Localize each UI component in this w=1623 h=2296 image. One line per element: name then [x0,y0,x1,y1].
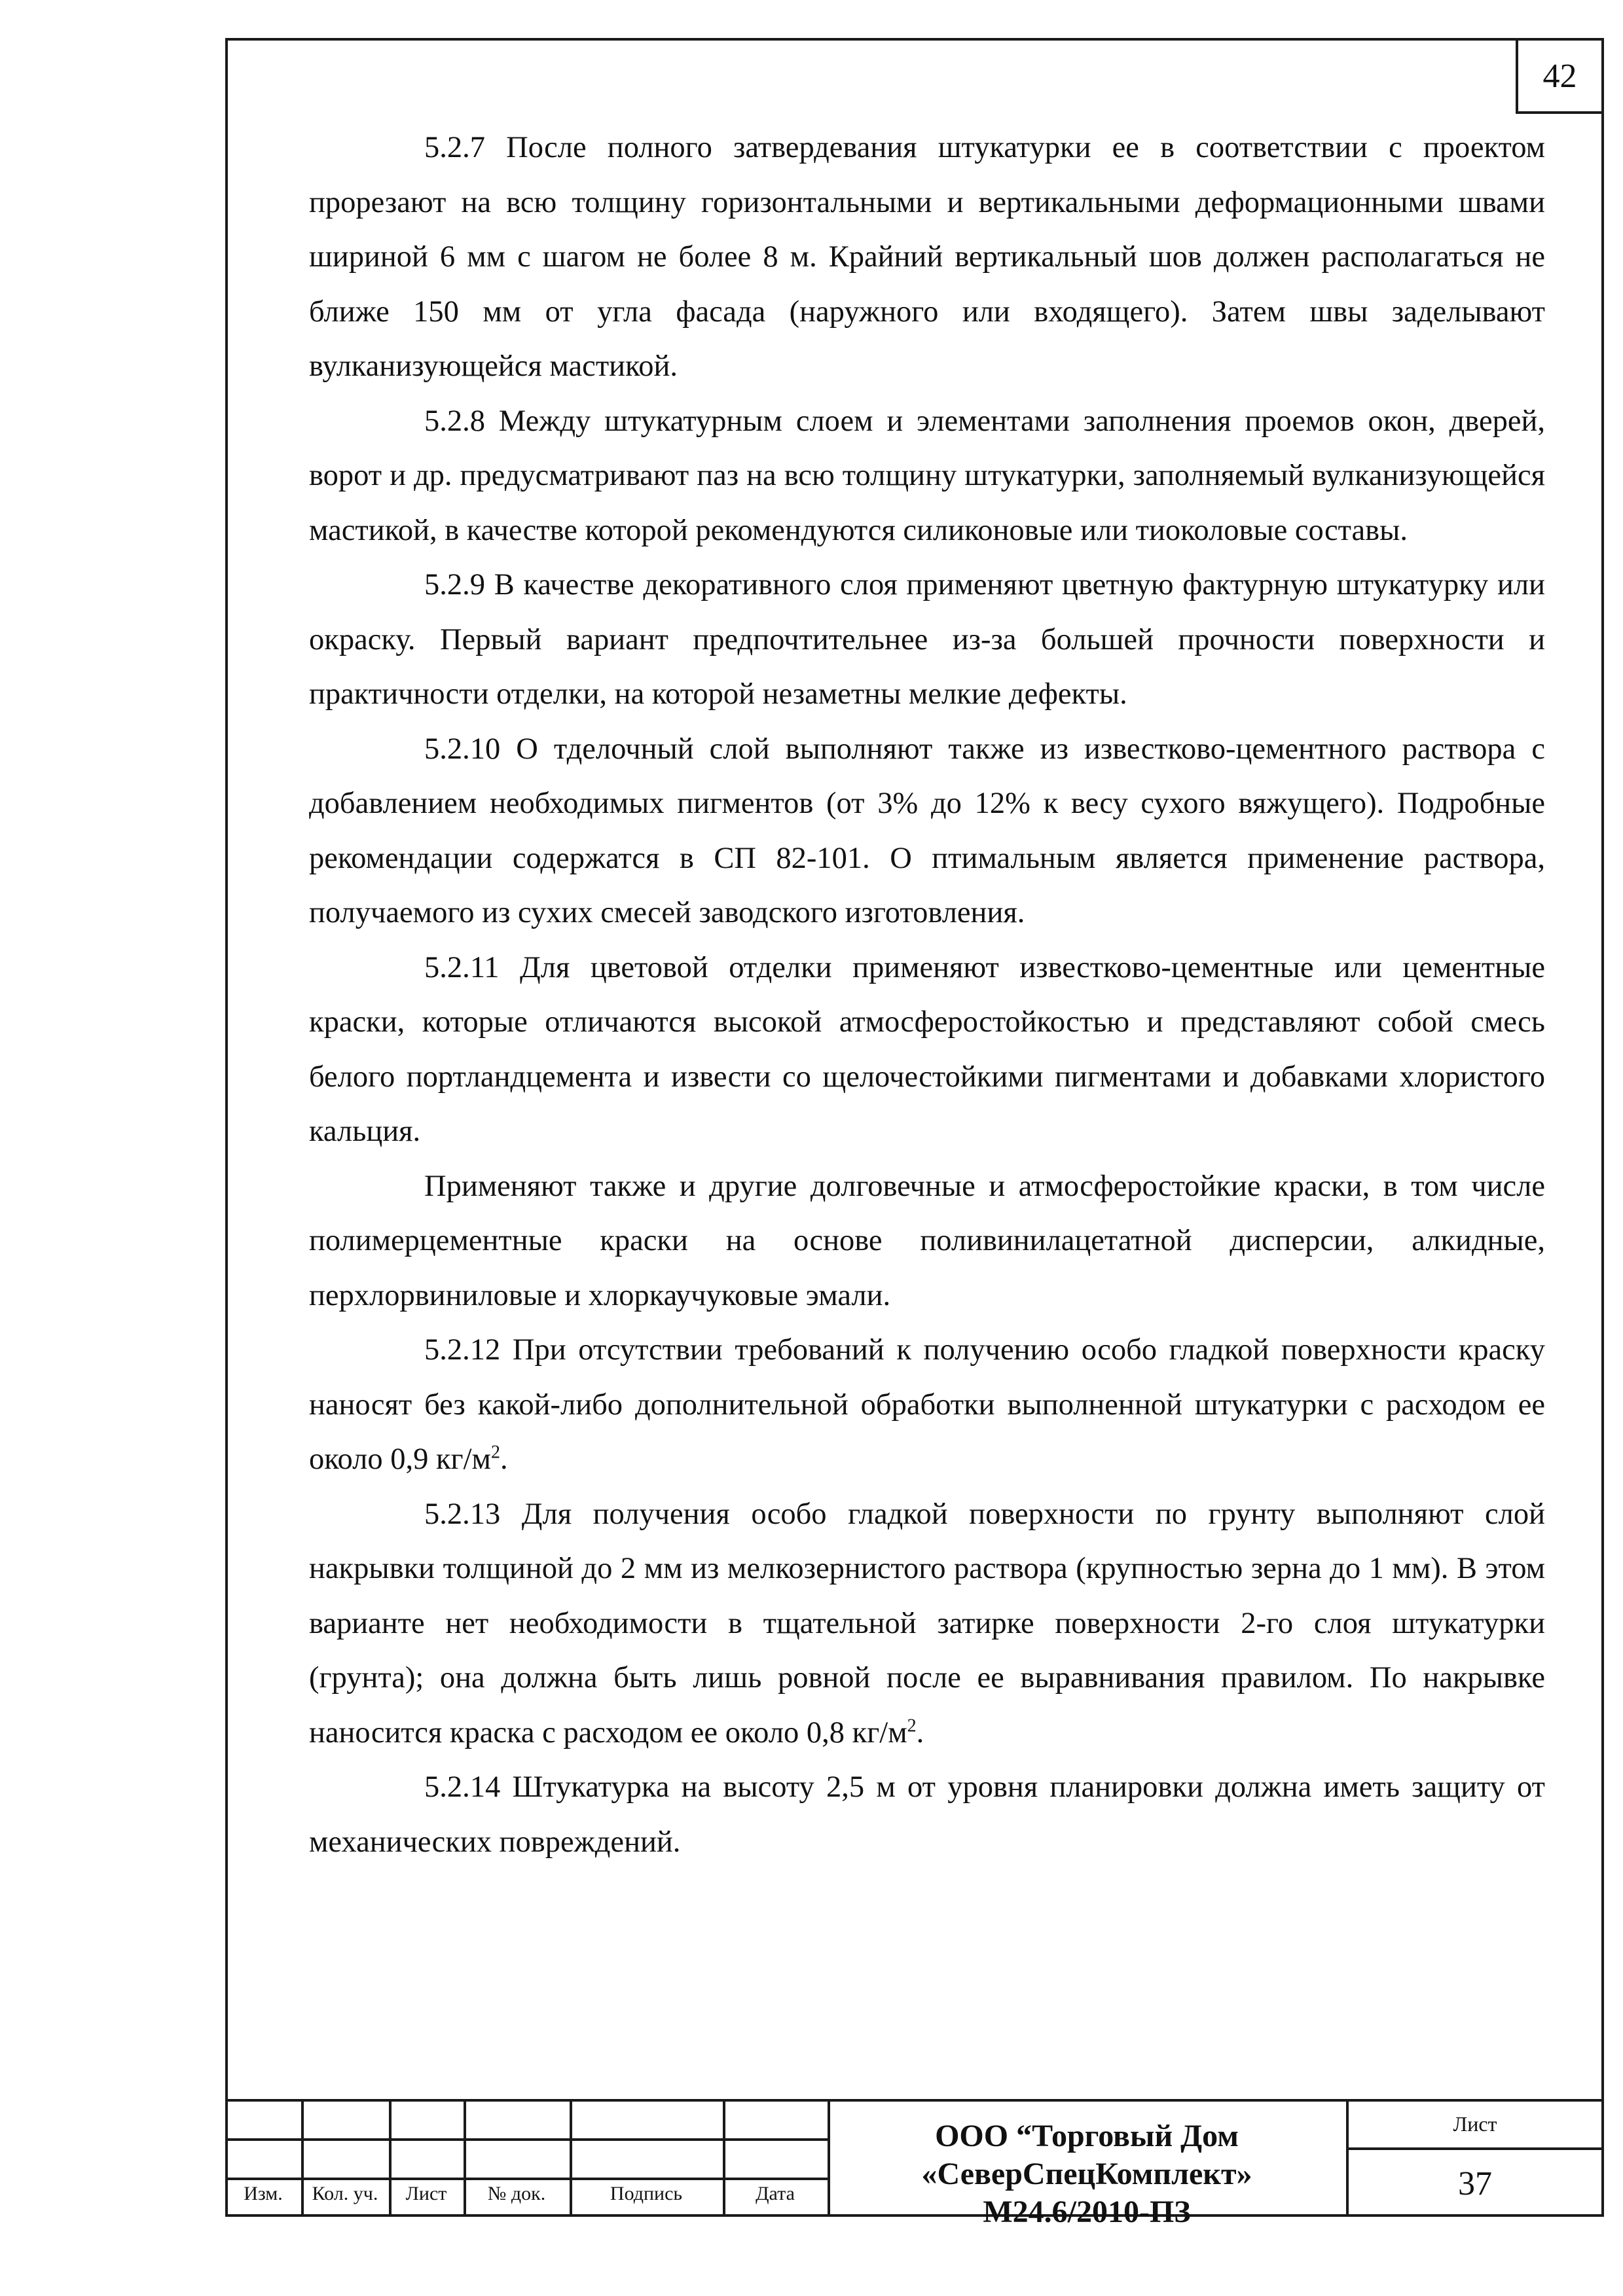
stamp-top-line [225,2099,1604,2102]
sheet-label: Лист [1453,2112,1497,2136]
sheet-number: 37 [1458,2164,1492,2202]
stamp-row-line [225,2138,828,2141]
doc-code: М24.6/2010-ПЗ [983,2195,1191,2229]
paragraph-5-2-11: 5.2.11 Для цветовой отделки применяют известково-цементные или цементные краски, которые отличаются высокой атмосферостойкостью и представляют собой смесь белого портландцемента и извести со щелочестойкими пигментами и добавками хлористого кальция. [309,950,1545,1148]
paragraph-5-2-12-text: 5.2.12 При отсутствии требований к получению особо гладкой поверхности краску наносят без какой-либо дополнительной обработки выполненной штукатурки с расходом ее около 0,9 кг/м [309,1333,1545,1476]
superscript: 2 [490,1442,500,1463]
stamp-label-signature: Подпись [610,2183,683,2204]
paragraph-tail: . [500,1443,508,1476]
stamp-label-doc-no: № док. [487,2183,546,2204]
paragraph-5-2-7: 5.2.7 После полного затвердевания штукатурки ее в соответствии с проектом прорезают на всю толщину горизонтальными и вертикальными деформационными швами шириной 6 мм с шагом не более 8 м. Крайний вертикальный шов должен располагаться не ближе 150 мм от угла фасада (наружного или входящего). Затем швы заделывают вулканизующейся мастикой. [309,131,1545,383]
superscript: 2 [907,1715,917,1736]
paragraph-tail: . [916,1715,924,1749]
stamp-row-line [225,2178,828,2180]
paragraph-5-2-10: 5.2.10 О тделочный слой выполняют также из известково-цементного раствора с добавлением необходимых пигментов (от 3% до 12% к весу сухого вяжущего). Подробные рекомендации содержатся в СП 82-101. О птимальным является применение раствора, получаемого из сухих смесей заводского изготовления. [309,732,1545,929]
paragraph-5-2-13-text: 5.2.13 Для получения особо гладкой поверхности по грунту выполняют слой накрывки толщиной до 2 мм из мелкозернистого раствора (крупностью зерна до 1 мм). В этом варианте нет необходимости в тщательной затирке поверхности 2-го слоя штукатурки (грунта); она должна быть лишь ровной после ее выравнивания правилом. По накрывке наносится краска с расходом ее около 0,8 кг/м [309,1497,1545,1749]
paragraph-5-2-8: 5.2.8 Между штукатурным слоем и элементами заполнения проемов окон, дверей, ворот и др. предусматривают паз на всю толщину штукатурки, заполняемый вулканизующейся мастикой, в качестве которой рекомендуются силиконовые или тиоколовые составы. [309,404,1545,547]
paragraph-5-2-13 [309,1487,1545,1761]
page-number: 42 [1516,38,1604,114]
paragraph-5-2-9: 5.2.9 В качестве декоративного слоя применяют цветную фактурную штукатурку или окраску. Первый вариант предпочтительнее из-за большей прочности поверхности и практичности отделки, на которой незаметны мелкие дефекты. [309,568,1545,711]
stamp-label-date: Дата [756,2183,795,2204]
paragraph-5-2-12 [309,1323,1545,1487]
paragraph-paints: Применяют также и другие долговечные и атмосферостойкие краски, в том числе полимерцементные краски на основе поливинилацетатной дисперсии, алкидные, перхлорвиниловые и хлоркаучуковые эмали. [309,1169,1545,1312]
org-line-2: «СеверСпецКомплект» [921,2157,1252,2191]
stamp-label-kol-uch: Кол. уч. [312,2183,378,2204]
paragraph-5-2-14: 5.2.14 Штукатурка на высоту 2,5 м от уровня планировки должна иметь защиту от механических повреждений. [309,1770,1545,1859]
stamp-label-list: Лист [405,2183,447,2204]
stamp-label-izm: Изм. [244,2183,283,2204]
title-block [225,2099,1604,2229]
document-body [309,120,1545,1869]
stamp-title [828,2117,1346,2231]
org-line-1: ООО “Торговый Дом [935,2119,1239,2153]
